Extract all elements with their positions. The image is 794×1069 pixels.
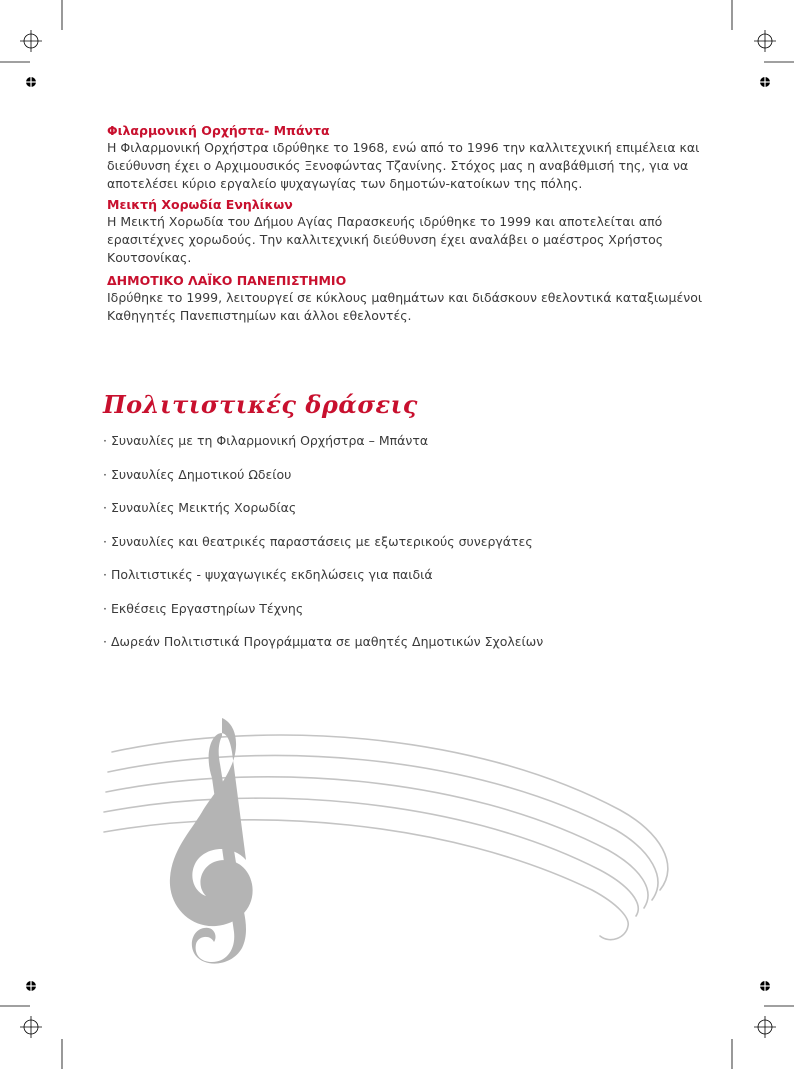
list-item — [103, 633, 543, 667]
list-item-text: Συναυλίες με τη Φιλαρμονική Ορχήστρα – Μπάντα — [110, 433, 429, 448]
list-item — [103, 466, 543, 500]
bullet-dot: · — [103, 500, 107, 515]
list-item-text: Εκθέσεις Εργαστηρίων Τέχνης — [110, 600, 304, 616]
list-item — [103, 499, 543, 533]
list-item-text: Συναυλίες Μεικτής Χορωδίας — [110, 500, 297, 515]
section-body: Ιδρύθηκε το 1999, λειτουργεί σε κύκλους μαθημάτων και διδάσκουν εθελοντικά καταξιωμένοι Καθηγητές Πανεπιστημίων και άλλοι εθελοντές. — [107, 290, 703, 323]
section-philharmonic — [107, 122, 707, 193]
cultural-actions-list — [103, 432, 543, 667]
list-item — [103, 533, 543, 567]
bullet-dot: · — [103, 634, 107, 649]
section-body: Η Μεικτή Χορωδία του Δήμου Αγίας Παρασκευής ιδρύθηκε το 1999 και αποτελείται από ερασιτέχνες χορωδούς. Την καλλιτεχνική διεύθυνση έχει αναλάβει ο μαέστρος Χρήστος Κουτσονίκας. — [107, 214, 664, 265]
list-item-text: Πολιτιστικές - ψυχαγωγικές εκδηλώσεις για παιδιά — [110, 567, 433, 582]
music-staff-illustration — [0, 700, 794, 980]
list-item-text: Συναυλίες και θεατρικές παραστάσεις με εξωτερικούς συνεργάτες — [110, 533, 533, 549]
section-body: Η Φιλαρμονική Ορχήστρα ιδρύθηκε το 1968, ενώ από το 1996 την καλλιτεχνική επιμέλεια και διεύθυνση έχει ο Αρχιμουσικός Ξενοφώντας Τζανίνης. Στόχος μας η αναβάθμισή της, για να αποτελέσει κύριο εργαλείο ψυχαγωγίας των δημοτών-κατοίκων της πόλης. — [107, 140, 700, 191]
bullet-dot: · — [103, 433, 107, 448]
section-title: Φιλαρμονική Ορχήστα- Μπάντα — [107, 123, 330, 138]
list-item — [103, 432, 543, 466]
list-item-text: Συναυλίες Δημοτικού Ωδείου — [110, 466, 292, 482]
section-title: Μεικτή Χορωδία Ενηλίκων — [107, 197, 293, 212]
list-item — [103, 566, 543, 600]
section-university — [107, 272, 707, 325]
bullet-dot: · — [103, 567, 107, 582]
list-item-text: Δωρεάν Πολιτιστικά Προγράμματα σε μαθητές Δημοτικών Σχολείων — [110, 634, 544, 649]
bullet-dot: · — [103, 600, 107, 616]
bullet-dot: · — [103, 533, 107, 549]
list-item — [103, 600, 543, 634]
bullet-dot: · — [103, 466, 107, 482]
section-choir — [107, 196, 707, 267]
cultural-actions-heading: Πολιτιστικές δράσεις — [103, 390, 418, 419]
section-title: ΔΗΜΟΤΙΚΟ ΛΑΪΚΟ ΠΑΝΕΠΙΣΤΗΜΙΟ — [107, 273, 347, 288]
treble-clef-icon — [170, 718, 253, 964]
